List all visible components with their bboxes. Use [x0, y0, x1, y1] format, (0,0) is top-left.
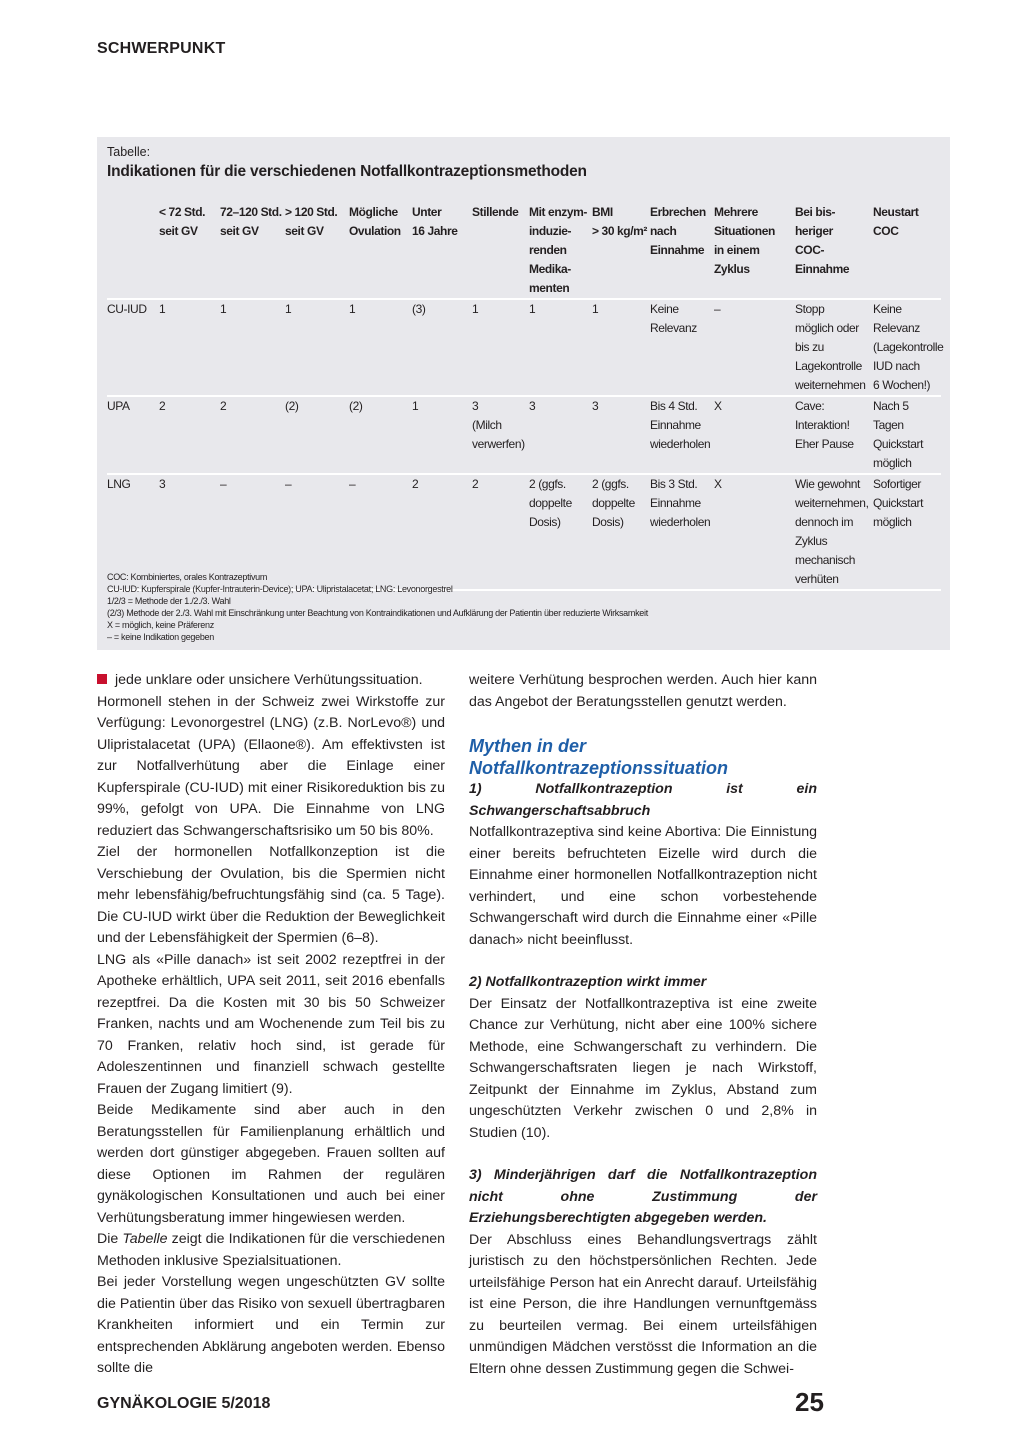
table-cell: 1 [349, 299, 412, 396]
table-cell: 3 [592, 396, 650, 474]
table-cell: – [220, 474, 285, 590]
table-cell: Nach 5 Tagen Quickstart möglich [873, 396, 941, 474]
myth-title: 2) Notfallkontrazeption wirkt immer [469, 974, 707, 990]
table-footnotes [107, 571, 648, 643]
table-cell: – [349, 474, 412, 590]
table-cell: LNG [107, 474, 159, 590]
footnote: – = keine Indikation gegeben [107, 632, 214, 642]
table-row-upa [107, 396, 941, 474]
table-cell: Wie gewohnt weiternehmen, dennoch im Zyklus mechanisch verhüten [795, 474, 873, 590]
table-cell: Sofortiger Quickstart möglich [873, 474, 941, 590]
table-cell: 1 [592, 299, 650, 396]
table-cell: (2) [285, 396, 349, 474]
column-header: < 72 Std. seit GV [159, 203, 220, 299]
body-paragraph: Hormonell stehen in der Schweiz zwei Wirkstoffe zur Verfügung: Levonorgestrel (LNG) (z.B. NorLevo®) und Ulipristalacetat (UPA) (Ellaone®). Am effektivsten ist zur Notfallverhütung aber die Einlage einer Kupferspirale (CU-IUD) mit einer Risikoreduktion bis zu 99%, gefolgt von UPA. Die Einnahme von LNG reduziert das Schwangerschaftsrisiko um 50 bis 80%. [97, 693, 445, 839]
body-paragraph: LNG als «Pille danach» ist seit 2002 rezeptfrei in der Apotheke erhältlich, UPA seit 2011, seit 2016 ebenfalls rezeptfrei. Da die Kosten mit 30 bis 50 Schweizer Franken, nachts und am Wochenende zum Teil bis zu 70 Franken, relativ hoch sind, ist gerade für Adoleszentinnen und finanziell schwach gestellte Frauen der Zugang limitiert (9). [97, 951, 445, 1097]
table-cell: UPA [107, 396, 159, 474]
paragraph-text: Die [97, 1231, 123, 1247]
column-header: 72–120 Std. seit GV [220, 203, 285, 299]
indications-table [107, 203, 944, 591]
footnote: 1/2/3 = Methode der 1./2./3. Wahl [107, 596, 231, 606]
body-paragraph: Der Einsatz der Notfallkontrazeptiva ist eine zweite Chance zur Verhütung, nicht aber eine 100% sichere Methode, eine Schwangerschaft zu verhindern. Die Schwangerschaftsraten liegen je nach Wirkstoff, Zeitpunkt der Einnahme im Zyklus, Abstand zum ungeschützten Verkehr zwischen 0 und 2,8% in Studien (10). [469, 995, 817, 1141]
table-cell: 1 [220, 299, 285, 396]
column-header [107, 203, 159, 299]
table-reference: Tabelle [122, 1231, 168, 1247]
table-cell: 1 [285, 299, 349, 396]
table-cell: – [285, 474, 349, 590]
body-column-right [469, 670, 817, 1380]
body-paragraph: Beide Medikamente sind aber auch in den Beratungsstellen für Familienplanung erhältlich und werden dort günstiger abgegeben. Frauen sollten auf diese Optionen im Rahmen der regulären gynäkologischen Konsultationen und auch bei einer Verhütungsberatung immer hingewiesen werden. [97, 1102, 445, 1226]
section-bullet-icon [97, 674, 107, 684]
table-cell: 1 [472, 299, 529, 396]
paragraph-text: zeigt die Indikationen für die verschiedenen Methoden inklusive Spezialsituationen. [97, 1231, 445, 1269]
table-row-cu-iud [107, 299, 941, 396]
table-cell: CU-IUD [107, 299, 159, 396]
table-title: Indikationen für die verschiedenen Notfallkontrazeptionsmethoden [107, 163, 587, 180]
table-cell: Bis 4 Std. Einnahme wiederholen [650, 396, 714, 474]
indications-table-box [97, 137, 950, 650]
body-paragraph: Bei jeder Vorstellung wegen ungeschützten GV sollte die Patientin über das Risiko von sexuell übertragbaren Krankheiten informiert und ein Termin zur entsprechenden Abklärung angeboten werden. Ebenso sollte die [97, 1274, 445, 1376]
table-cell: 1 [159, 299, 220, 396]
column-header: > 120 Std. seit GV [285, 203, 349, 299]
body-paragraph: Der Abschluss eines Behandlungsvertrags zählt juristisch zu den höchstpersönlichen Rechten. Jede urteilsfähige Person hat ein Anrecht darauf. Urteilsfähig ist eine Person, die ihre Handlungen vernunftgemäss zu beurteilen vermag. Bei einem urteilsfähigen unmündigen Mädchen verstösst die Information an die Eltern ohne dessen Zustimmung gegen die Schwei- [469, 1231, 817, 1377]
table-cell: Bis 3 Std. Einnahme wiederholen [650, 474, 714, 590]
table-cell: 2 [159, 396, 220, 474]
footnote: X = möglich, keine Präferenz [107, 620, 214, 630]
table-cell: (3) [412, 299, 472, 396]
table-cell: 2 [412, 474, 472, 590]
column-header: Neustart COC [873, 203, 941, 299]
table-header-row [107, 203, 941, 299]
table-cell: 3 (Milch verwerfen) [472, 396, 529, 474]
table-cell: 2 [220, 396, 285, 474]
table-label: Tabelle: [107, 145, 151, 159]
table-cell: (2) [349, 396, 412, 474]
body-paragraph: Ziel der hormonellen Notfallkonzeption ist die Verschiebung der Ovulation, bis die Spermien nicht mehr lebensfähig/befruchtungsfähig sind (ca. 5 Tage). Die CU-IUD wirkt über die Reduktion der Beweglichkeit und der Lebensfähigkeit der Spermien (6–8). [97, 844, 445, 946]
body-paragraph [97, 1229, 445, 1272]
column-header: Mehrere Situationen in einem Zyklus [714, 203, 795, 299]
paragraph-text: jede unklare oder unsichere Verhütungssituation. [115, 672, 423, 688]
table-cell: X [714, 396, 795, 474]
body-column-left [97, 670, 445, 1380]
table-cell: 2 (ggfs. doppelte Dosis) [529, 474, 592, 590]
journal-footer: GYNÄKOLOGIE 5/2018 [97, 1395, 271, 1412]
column-header: Bei bis- heriger COC- Einnahme [795, 203, 873, 299]
column-header: Mit enzym- induzie- renden Medika- menten [529, 203, 592, 299]
body-paragraph [97, 670, 445, 692]
table-cell: Keine Relevanz [650, 299, 714, 396]
column-header: Erbrechen nach Einnahme [650, 203, 714, 299]
column-header: Mögliche Ovulation [349, 203, 412, 299]
table-cell: 2 (ggfs. doppelte Dosis) [592, 474, 650, 590]
table-cell: – [714, 299, 795, 396]
footnote: (2/3) Methode der 2./3. Wahl mit Einschränkung unter Beachtung von Kontraindikationen und Aufklärung der Patientin über reduzierte Wirksamkeit [107, 608, 648, 618]
section-heading: Mythen in der Notfallkontrazeptionssituation [469, 736, 729, 778]
body-paragraph: Notfallkontrazeptiva sind keine Abortiva: Die Einnistung einer bereits befruchteten Eizelle wird durch die Einnahme einer hormonellen Notfallkontrazeption nicht verhindert, und eine schon vorbestehende Schwangerschaft wird durch die Einnahme einer «Pille danach» nicht beeinflusst. [469, 824, 817, 948]
footnote: COC: Kombiniertes, orales Kontrazeptivum [107, 572, 268, 582]
table-cell: 3 [159, 474, 220, 590]
column-header: Unter 16 Jahre [412, 203, 472, 299]
table-cell: Keine Relevanz (Lagekontrolle IUD nach 6 Wochen!) [873, 299, 941, 396]
footnote: CU-IUD: Kupferspirale (Kupfer-Intrauterin-Device); UPA: Ulipristalacetat; LNG: Levonorgestrel [107, 584, 453, 594]
table-cell: 2 [472, 474, 529, 590]
table-cell: 1 [412, 396, 472, 474]
table-cell: Stopp möglich oder bis zu Lagekontrolle weiternehmen [795, 299, 873, 396]
table-cell: Cave: Interaktion! Eher Pause [795, 396, 873, 474]
column-header: BMI > 30 kg/m² [592, 203, 650, 299]
body-paragraph: weitere Verhütung besprochen werden. Auch hier kann das Angebot der Beratungsstellen genutzt werden. [469, 672, 817, 710]
table-cell: 1 [529, 299, 592, 396]
myth-title: 3) Minderjährigen darf die Notfallkontrazeption nicht ohne Zustimmung der Erziehungsberechtigten abgegeben werden. [469, 1167, 817, 1226]
table-cell: X [714, 474, 795, 590]
section-header: SCHWERPUNKT [97, 40, 226, 57]
page-number: 25 [795, 1387, 824, 1417]
table-cell: 3 [529, 396, 592, 474]
column-header: Stillende [472, 203, 529, 299]
myth-title: 1) Notfallkontrazeption ist ein Schwangerschaftsabbruch [469, 781, 817, 819]
